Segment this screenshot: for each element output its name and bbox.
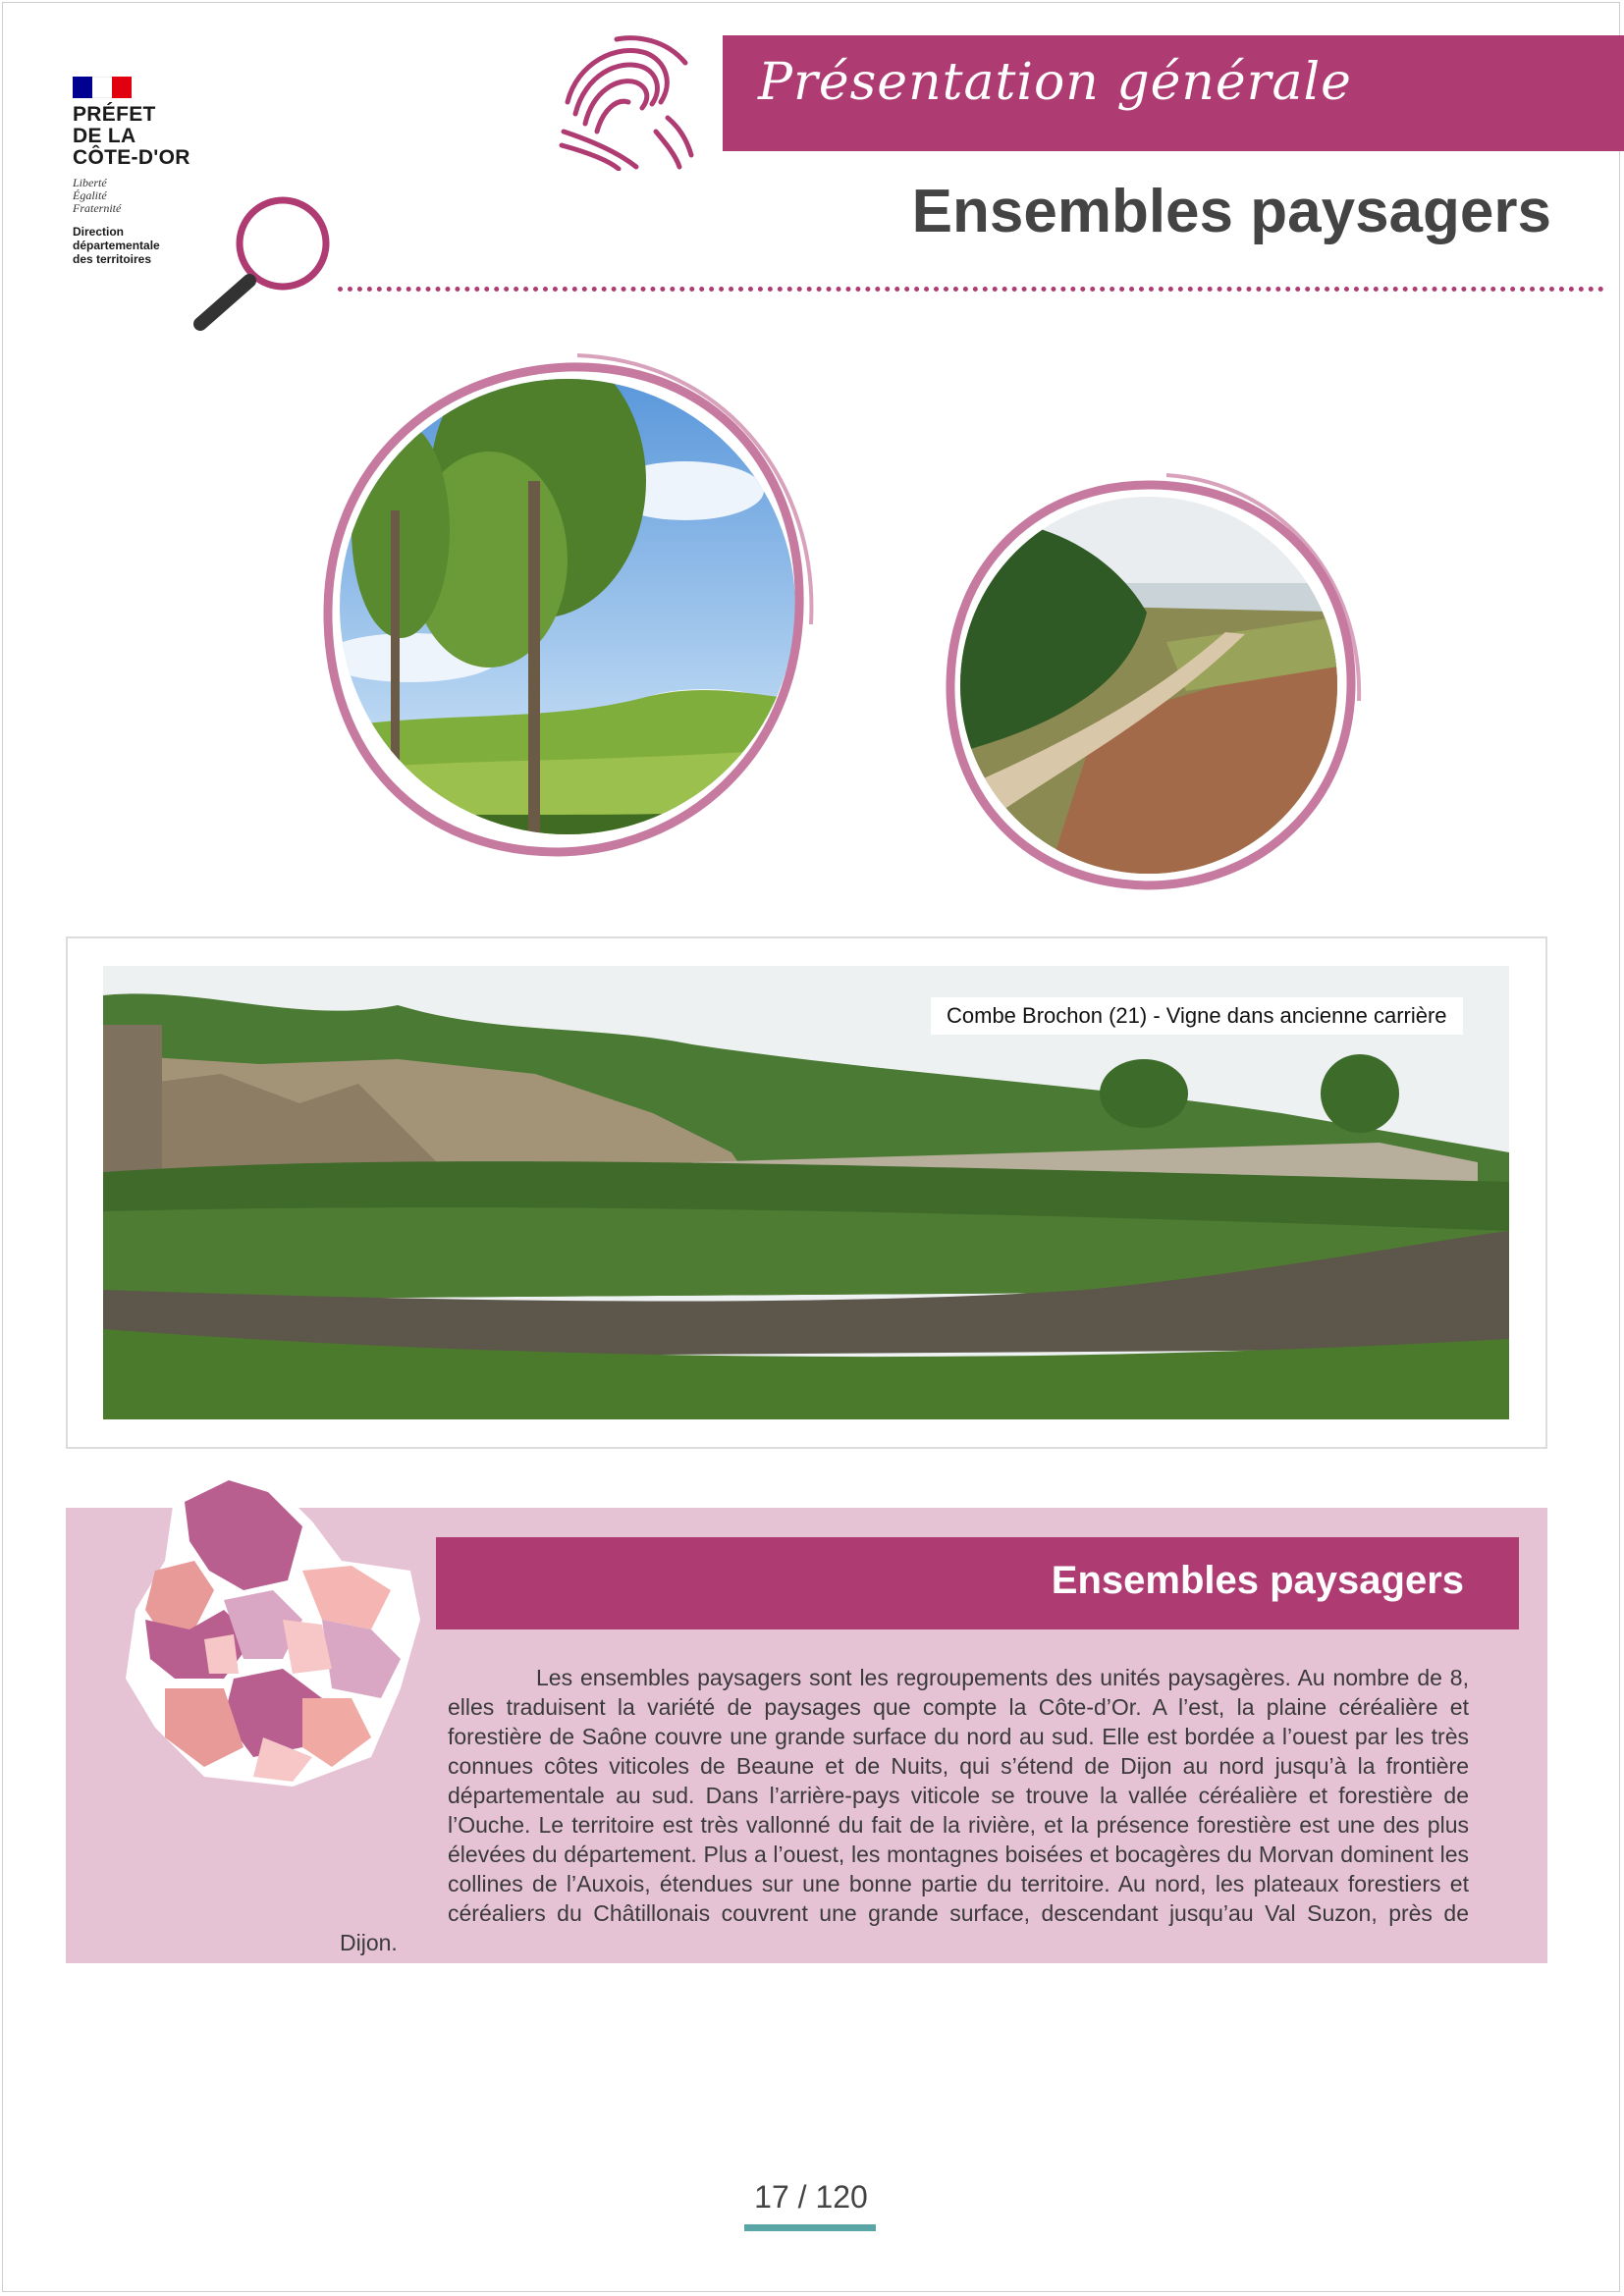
panel-heading: Ensembles paysagers: [1051, 1559, 1464, 1602]
swirl-icon: [558, 33, 695, 171]
page-number: 17 / 120: [754, 2179, 868, 2215]
section-title: Présentation générale: [758, 53, 1352, 112]
magnifier-icon: [187, 187, 344, 344]
section-banner: [723, 35, 1624, 151]
panorama-caption: Combe Brochon (21) - Vigne dans ancienne carrière: [931, 997, 1463, 1035]
vineyard-photo: [931, 465, 1369, 903]
marianne-flag-icon: [73, 77, 132, 98]
panel-paragraph: Les ensembles paysagers sont les regroupements des unités paysagères. Au nombre de 8, elles traduisent la variété de paysages que compte la Côte-d’Or. A l’est, la plaine céréalière et forestière de Saône couvre une grande surface du nord au sud. Elle est bordée a l’ouest par les très connues côtes viticoles de Beaune et de Nuits, qui s’étend de Dijon au nord jusqu’à la frontière départementale au sud. Dans l’arrière-pays viticole se trouve la vallée céréalière et forestière de l’Ouche. Le territoire est très vallonné du fait de la rivière, et la présence forestière est une des plus élevées du département. Plus a l’ouest, les montagnes boisées et bocagères du Morvan dominent les collines de l’Auxois, étendues sur une bonne partie du territoire. Au nord, les plateaux forestiers et céréaliers du Châtillonais couvrent une grande surface, descendant jusqu’au Val Suzon, près de Dijon.: [340, 1665, 1469, 1955]
page-number-underline: [744, 2224, 876, 2231]
panel-body-text: [340, 1663, 1469, 1957]
panel-heading-band: [436, 1537, 1519, 1629]
logo-department: Direction départementale des territoires: [73, 225, 160, 266]
logo-title: PRÉFET DE LA CÔTE-D'OR: [73, 103, 190, 169]
dotted-divider: [338, 287, 1604, 292]
map-text-wrap: [340, 1663, 448, 1928]
page-title: Ensembles paysagers: [911, 178, 1551, 245]
logo-motto: Liberté Égalité Fraternité: [73, 176, 122, 215]
trees-photo: [293, 334, 831, 883]
